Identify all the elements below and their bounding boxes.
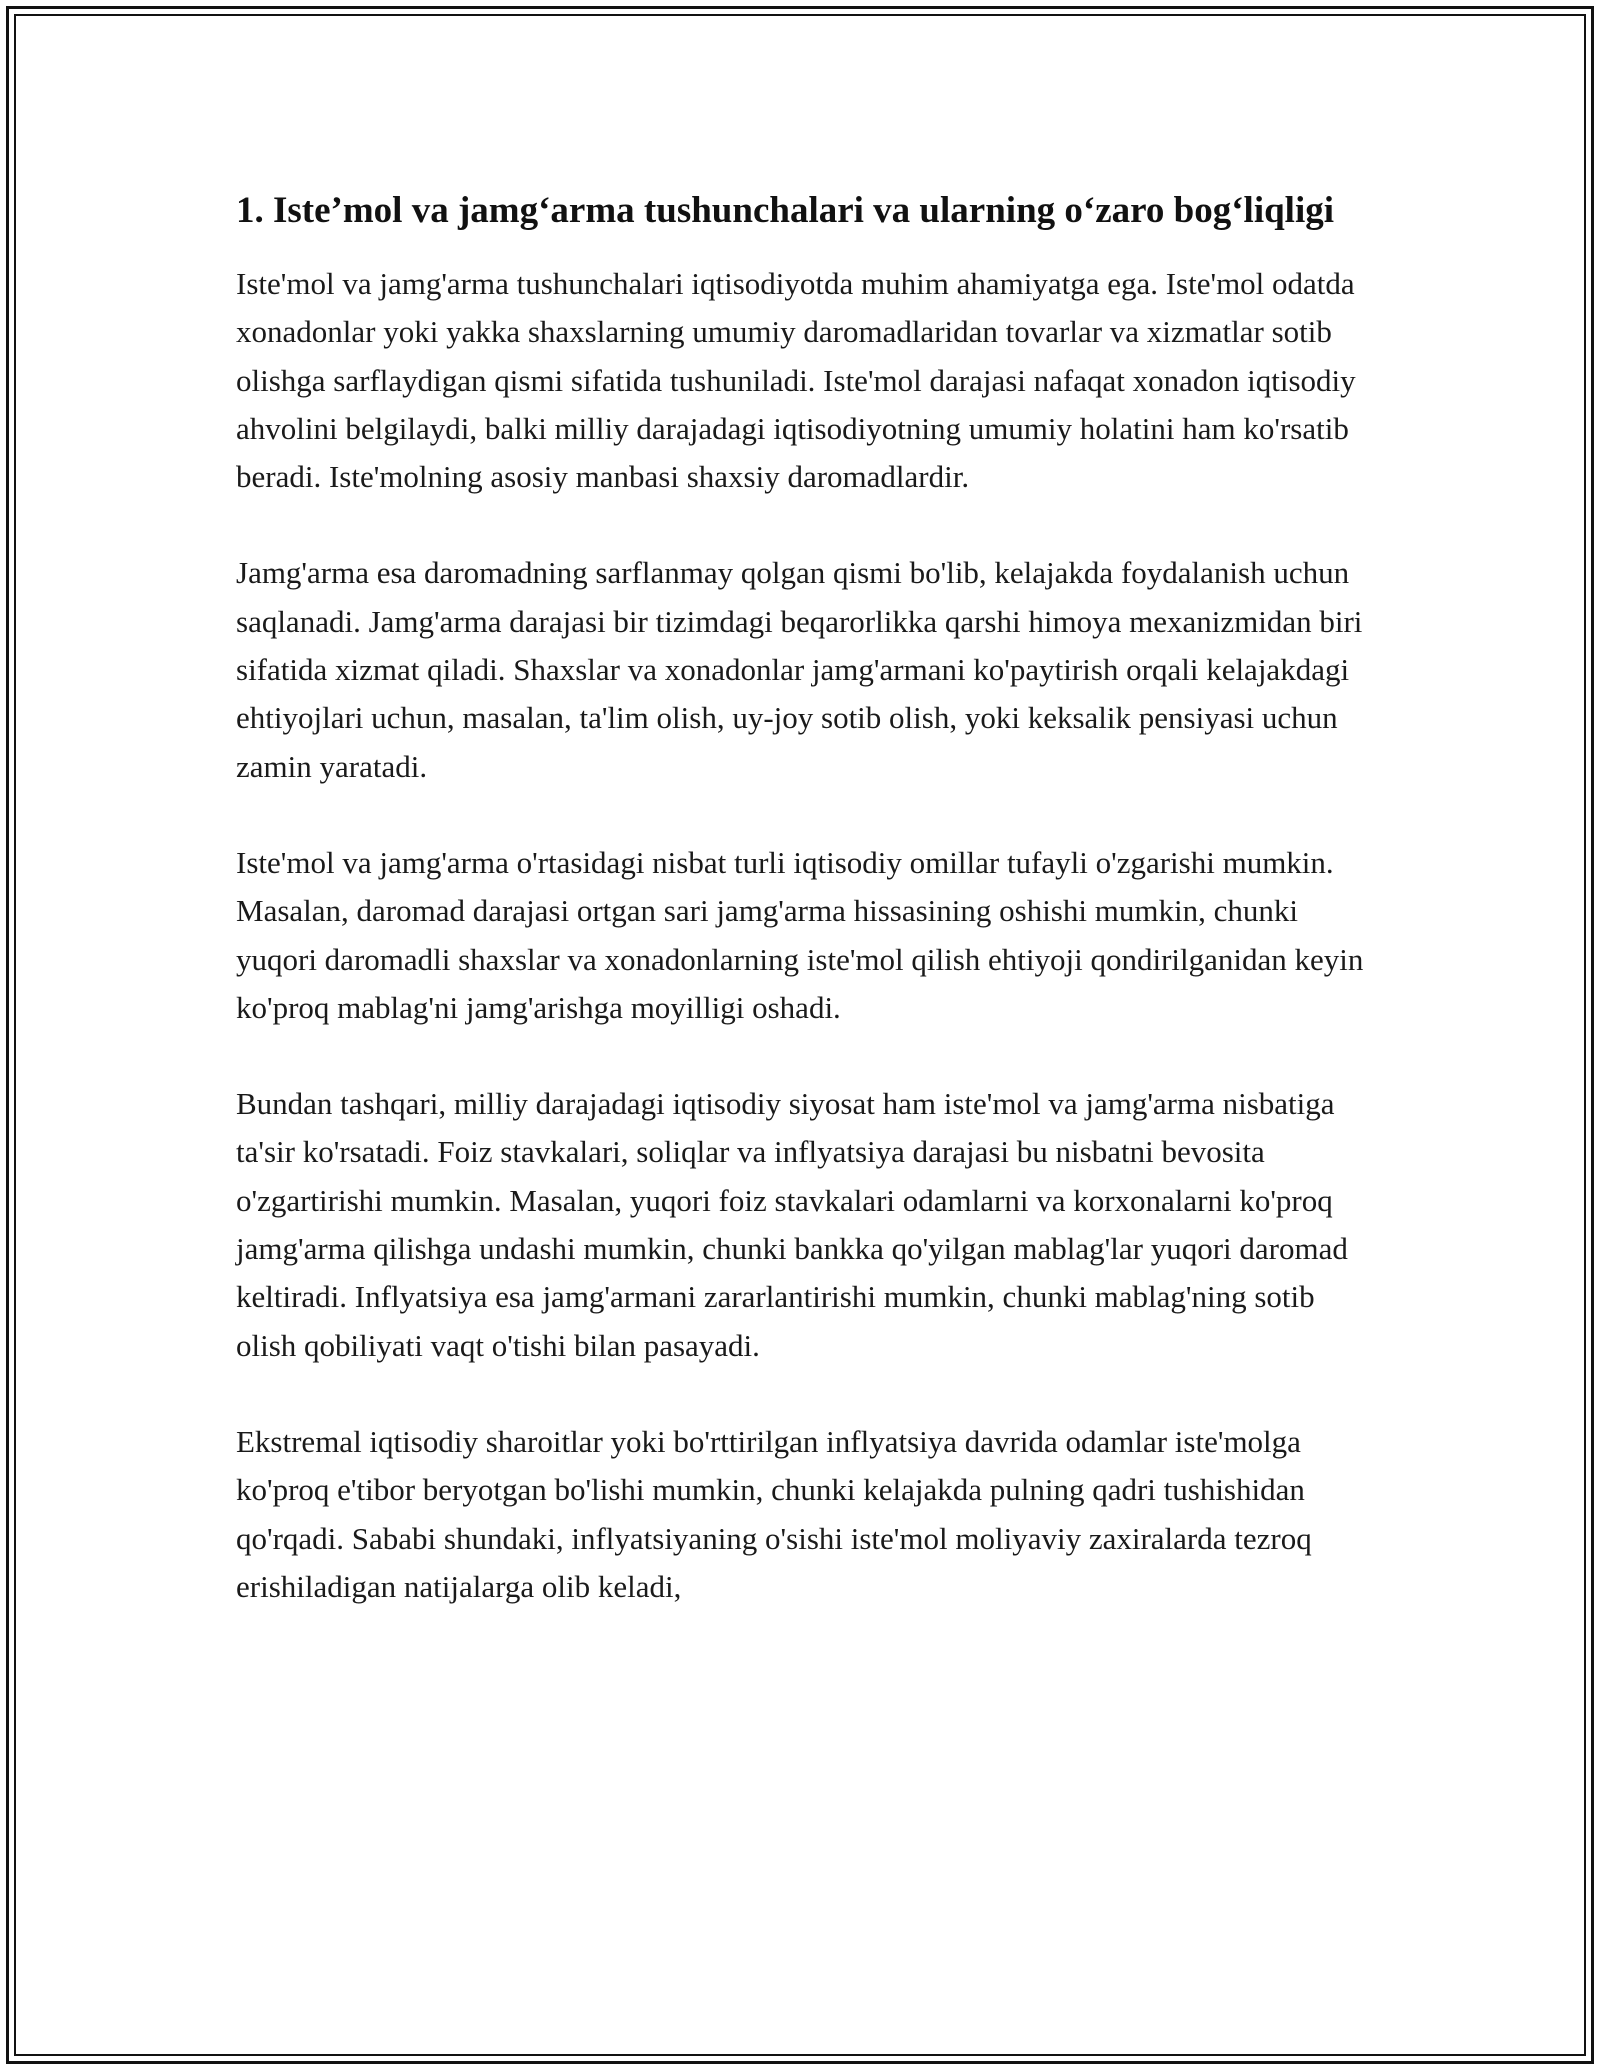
paragraph-policy: Bundan tashqari, milliy darajadagi iqtisodiy siyosat ham iste'mol va jamg'arma nisbatiga ta'sir ko'rsatadi. Foiz stavkalari, soliqlar va inflyatsiya darajasi bu nisbatni bevosita o'zgartirishi mumkin. Masalan, yuqori foiz stavkalari odamlarni va korxonalarni ko'proq jamg'arma qilishga undashi mumkin, chunki bankka qo'yilgan mablag'lar yuqori daromad keltiradi. Inflyatsiya esa jamg'armani zararlantirishi mumkin, chunki mablag'ning sotib olish qobiliyati vaqt o'tishi bilan pasayadi.: [236, 1086, 1348, 1363]
paragraph-ratio: Iste'mol va jamg'arma o'rtasidagi nisbat turli iqtisodiy omillar tufayli o'zgarishi mumkin. Masalan, daromad darajasi ortgan sari jamg'arma hissasining oshishi mumkin, chunki yuqori daromadli shaxslar va xonadonlarning iste'mol qilish ehtiyoji qondirilganidan keyin ko'proq mablag'ni jamg'arishga moyilligi oshadi.: [236, 844, 1364, 1025]
document-body: [236, 184, 1366, 1659]
paragraph-consumption: Iste'mol va jamg'arma tushunchalari iqtisodiyotda muhim ahamiyatga ega. Iste'mol odatda xonadonlar yoki yakka shaxslarning umumiy daromadlaridan tovarlar va xizmatlar sotib olishga sarflaydigan qismi sifatida tushuniladi. Iste'mol darajasi nafaqat xonadon iqtisodiy ahvolini belgilaydi, balki milliy darajadagi iqtisodiyotning umumiy holatini ham ko'rsatib beradi. Iste'molning asosiy manbasi shaxsiy daromadlardir.: [236, 266, 1356, 495]
section-heading: 1. Iste’mol va jamg‘arma tushunchalari va ularning o‘zaro bog‘liqligi: [236, 190, 1335, 231]
paragraph-inflation: Ekstremal iqtisodiy sharoitlar yoki bo'rttirilgan inflyatsiya davrida odamlar iste'molga ko'proq e'tibor beryotgan bo'lishi mumkin, chunki kelajakda pulning qadri tushishidan qo'rqadi. Sababi shundaki, inflyatsiyaning o'sishi iste'mol moliyaviy zaxiralarda tezroq erishiladigan natijalarga olib keladi,: [236, 1423, 1312, 1604]
paragraph-savings: Jamg'arma esa daromadning sarflanmay qolgan qismi bo'lib, kelajakda foydalanish uchun saqlanadi. Jamg'arma darajasi bir tizimdagi beqarorlikka qarshi himoya mexanizmidan biri sifatida xizmat qiladi. Shaxslar va xonadonlar jamg'armani ko'paytirish orqali kelajakdagi ehtiyojlari uchun, masalan, ta'lim olish, uy-joy sotib olish, yoki keksalik pensiyasi uchun zamin yaratadi.: [236, 555, 1363, 784]
